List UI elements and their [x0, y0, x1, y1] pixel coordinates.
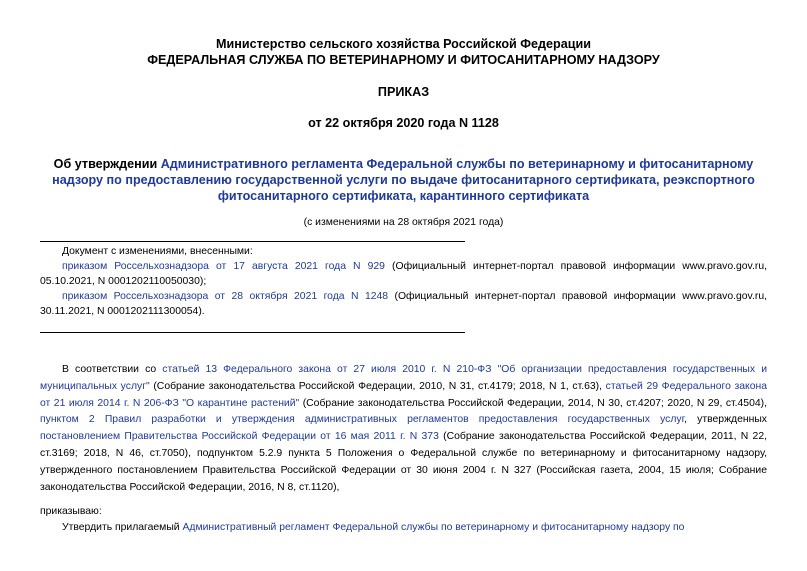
top-divider: [40, 241, 465, 242]
text-run: , утвержденных: [684, 414, 767, 426]
rules-point-2-link[interactable]: пунктом 2 Правил разработки и утверждения административных регламентов предоставления государственных услуг: [40, 414, 685, 426]
text-run: (Собрание законодательства Российской Федерации, 2014, N 30, ст.4207; 2020, N 29, ст.4504),: [299, 397, 767, 409]
resolution-373-link[interactable]: постановлением Правительства Российской Федерации от 16 мая 2011 г. N 373: [40, 431, 439, 443]
text-run: В соответствии со: [62, 364, 163, 375]
document-title: [40, 156, 767, 204]
amendments-block: [40, 244, 767, 319]
amendment-item: [40, 289, 767, 319]
ministry-name: Министерство сельского хозяйства Российской Федерации: [216, 37, 591, 51]
law-210-fz-link[interactable]: статьей 13 Федерального закона от 27 июля 2010 г. N 210-ФЗ "Об организации предоставления государственных и муниципальных услуг": [40, 364, 767, 392]
preamble-paragraph: [40, 362, 767, 496]
changes-note: (с изменениями на 28 октября 2021 года): [303, 217, 504, 228]
amendment-link-929[interactable]: приказом Россельхознадзора от 17 августа 2021 года N 929: [62, 261, 385, 272]
order-word-block: [40, 504, 767, 521]
approve-text: [40, 520, 767, 537]
document-date-number: от 22 октября 2020 года N 1128: [308, 116, 499, 130]
preamble-text: [40, 362, 767, 496]
amendment-source: (Официальный интернет-портал правовой информации www.pravo.gov.ru, 30.11.2021, N 0001202111300054).: [40, 291, 767, 317]
title-regulation-link[interactable]: Административного регламента Федеральной службы по ветеринарному и фитосанитарному надзору по предоставлению государственной услуги по выдаче фитосанитарного сертификата, реэкспортного фитосанитарного сертификата, карантинного сертификата: [52, 157, 755, 203]
approve-paragraph: [40, 520, 767, 537]
service-name: ФЕДЕРАЛЬНАЯ СЛУЖБА ПО ВЕТЕРИНАРНОМУ И ФИТОСАНИТАРНОМУ НАДЗОРУ: [147, 53, 660, 67]
text-run: (Собрание законодательства Российской Федерации, 2010, N 31, ст.4179; 2018, N 1, ст.63),: [149, 380, 606, 392]
title-prefix: Об утверждении: [53, 157, 161, 171]
document-type: ПРИКАЗ: [377, 85, 430, 99]
amendment-item: [40, 259, 767, 289]
bottom-divider: [40, 332, 465, 333]
text-run: Утвердить прилагаемый: [62, 522, 183, 533]
text-run: (Собрание законодательства Российской Федерации, 2011, N 22, ст.3169; 2018, N 46, ст.7050), подпунктом 5.2.9 пункта 5 Положения о Федеральной службе по ветеринарному и фитосанитарному надзору, утвержденного постановлением Правительства Российской Федерации от 30 июня 2004 г. N 327 (Российская газета, 2004, 15 июля; Собрание законодательства Российской Федерации, 2016, N 8, ст.1120),: [40, 431, 768, 493]
amendments-intro: Документ с изменениями, внесенными:: [62, 246, 253, 257]
order-word: приказываю:: [40, 506, 102, 517]
amendment-link-1248[interactable]: приказом Россельхознадзора от 28 октября 2021 года N 1248: [62, 291, 389, 302]
law-206-fz-link[interactable]: статьей 29 Федерального закона от 21 июля 2014 г. N 206-ФЗ "О карантине растений": [40, 380, 768, 409]
regulation-link[interactable]: Административный регламент Федеральной службы по ветеринарному и фитосанитарному надзору по: [182, 522, 685, 533]
amendment-source: (Официальный интернет-портал правовой информации www.pravo.gov.ru, 05.10.2021, N 0001202110050030);: [40, 261, 767, 287]
